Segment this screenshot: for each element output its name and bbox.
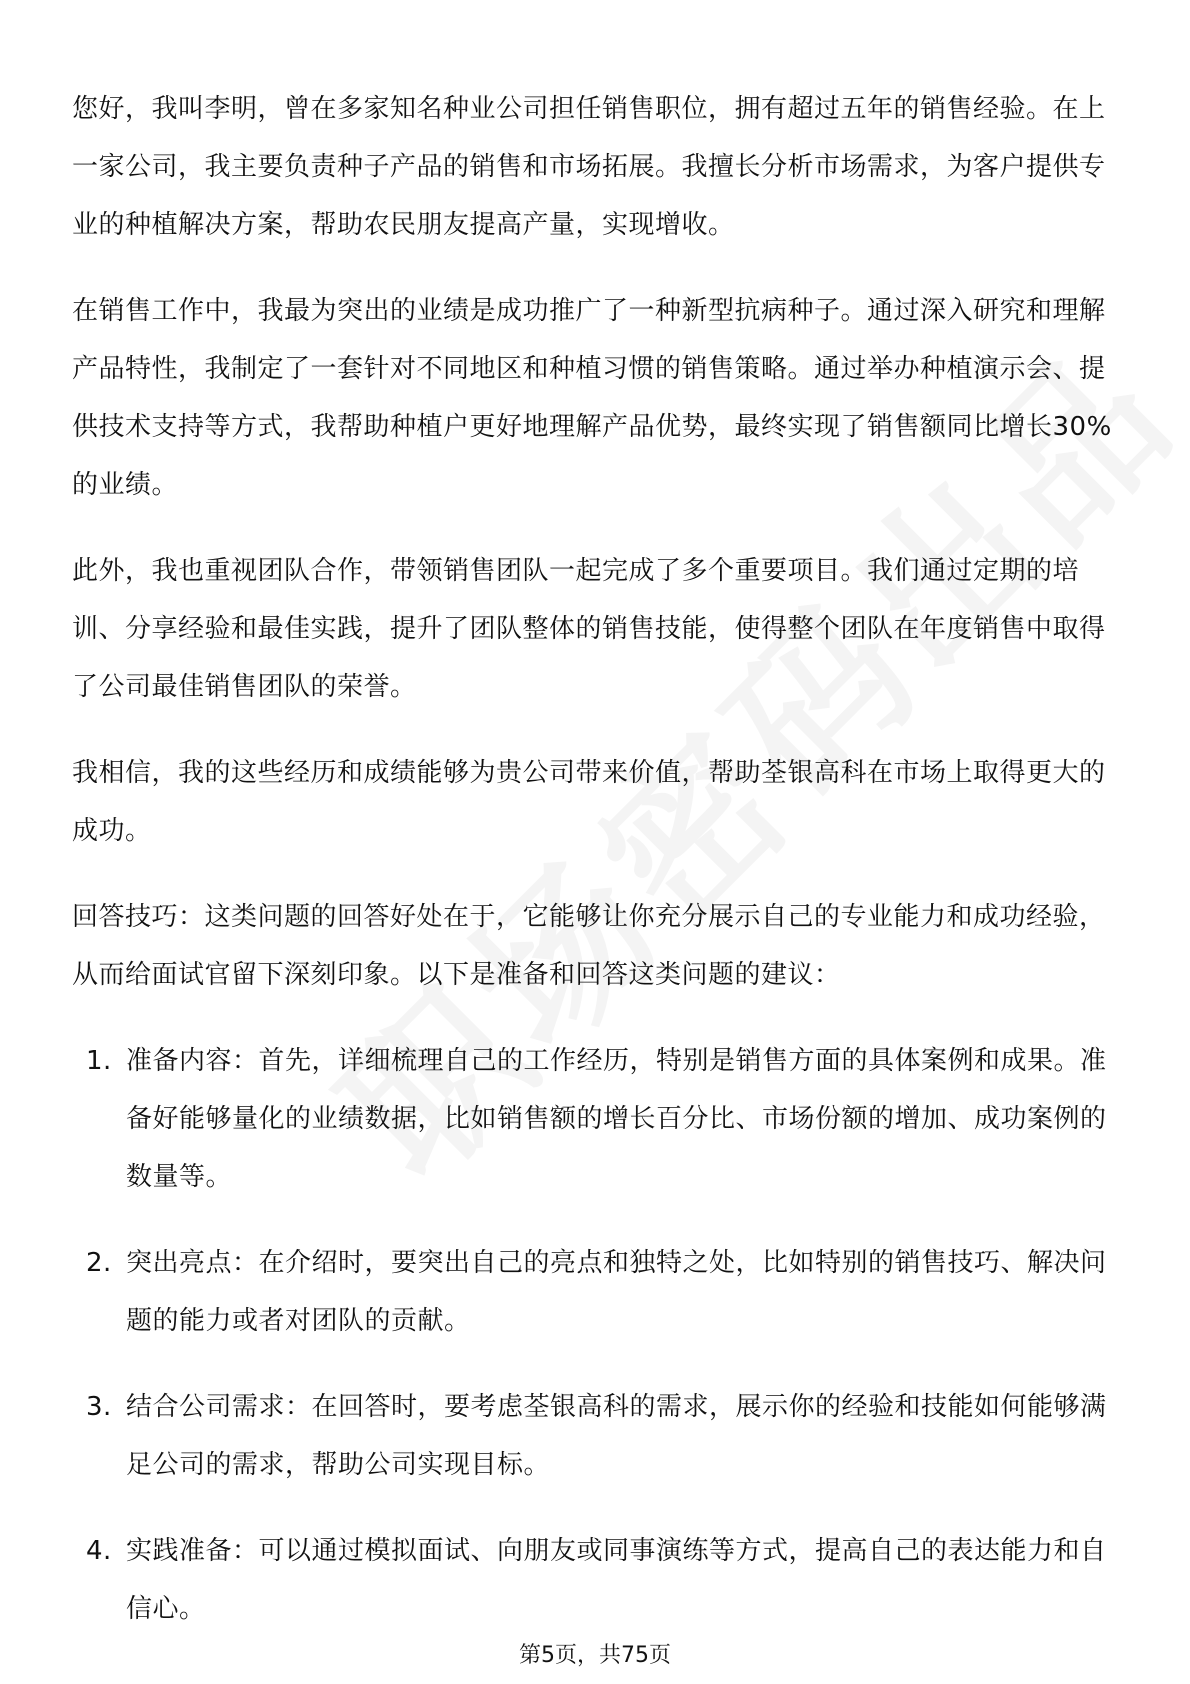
list-item-number: 1. bbox=[86, 1046, 112, 1076]
paragraph-achievement: 在销售工作中，我最为突出的业绩是成功推广了一种新型抗病种子。通过深入研究和理解产品特性，我制定了一套针对不同地区和种植习惯的销售策略。通过举办种植演示会、提供技术支持等方式，我帮助种植户更好地理解产品优势，最终实现了销售额同比增长30%的业绩。 bbox=[72, 296, 1112, 500]
paragraph-intro: 您好，我叫李明，曾在多家知名种业公司担任销售职位，拥有超过五年的销售经验。在上一家公司，我主要负责种子产品的销售和市场拓展。我擅长分析市场需求，为客户提供专业的种植解决方案，帮助农民朋友提高产量，实现增收。 bbox=[72, 94, 1106, 240]
tips-list bbox=[72, 1032, 1118, 1638]
list-item-text: 准备内容：首先，详细梳理自己的工作经历，特别是销售方面的具体案例和成果。准备好能够量化的业绩数据，比如销售额的增长百分比、市场份额的增加、成功案例的数量等。 bbox=[126, 1046, 1107, 1192]
list-item bbox=[72, 1032, 1118, 1206]
list-item bbox=[72, 1522, 1118, 1638]
paragraph-teamwork: 此外，我也重视团队合作，带领销售团队一起完成了多个重要项目。我们通过定期的培训、分享经验和最佳实践，提升了团队整体的销售技能，使得整个团队在年度销售中取得了公司最佳销售团队的荣誉。 bbox=[72, 556, 1106, 702]
paragraph-closing: 我相信，我的这些经历和成绩能够为贵公司带来价值，帮助荃银高科在市场上取得更大的成功。 bbox=[72, 758, 1106, 846]
page-number: 第5页，共75页 bbox=[519, 1643, 671, 1668]
list-item-text: 实践准备：可以通过模拟面试、向朋友或同事演练等方式，提高自己的表达能力和自信心。 bbox=[126, 1536, 1107, 1624]
list-item-number: 4. bbox=[86, 1536, 112, 1566]
list-item-number: 2. bbox=[86, 1248, 112, 1278]
paragraph-answer-tips: 回答技巧：这类问题的回答好处在于，它能够让你充分展示自己的专业能力和成功经验，从而给面试官留下深刻印象。以下是准备和回答这类问题的建议： bbox=[72, 902, 1106, 990]
list-item-text: 突出亮点：在介绍时，要突出自己的亮点和独特之处，比如特别的销售技巧、解决问题的能力或者对团队的贡献。 bbox=[126, 1248, 1107, 1336]
list-item-text: 结合公司需求：在回答时，要考虑荃银高科的需求，展示你的经验和技能如何能够满足公司的需求，帮助公司实现目标。 bbox=[126, 1392, 1107, 1480]
list-item-number: 3. bbox=[86, 1392, 112, 1422]
list-item bbox=[72, 1378, 1118, 1494]
document-body bbox=[72, 80, 1118, 1666]
list-item bbox=[72, 1234, 1118, 1350]
